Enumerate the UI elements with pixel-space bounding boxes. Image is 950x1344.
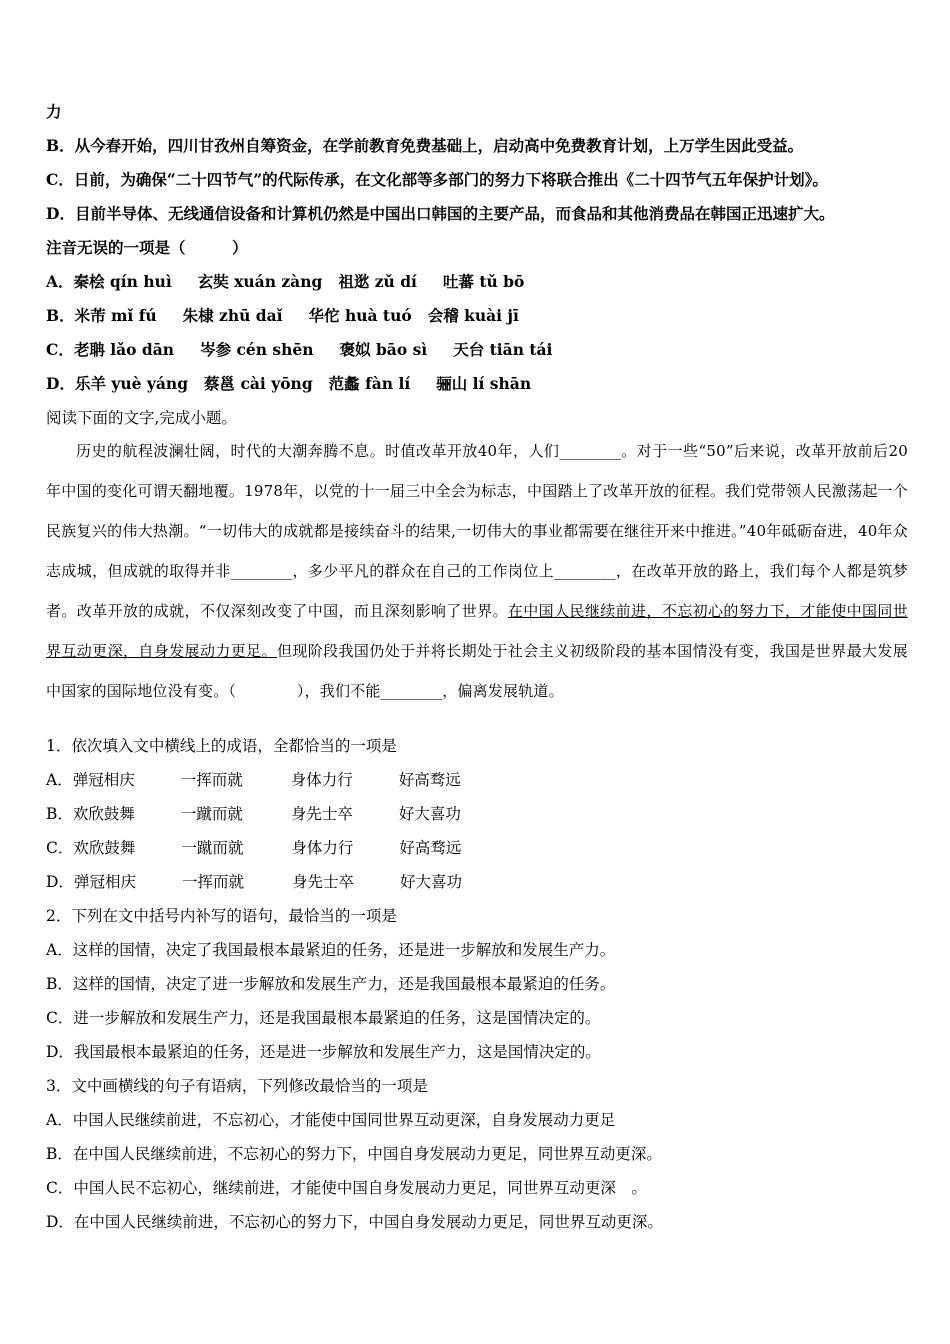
q1-stem: 1．依次填入文中横线上的成语，全都恰当的一项是 bbox=[46, 737, 397, 755]
pinyin-option-a: A．秦桧 qín huì 玄奘 xuán zàng 祖逖 zǔ dí 吐蕃 tǔ bō bbox=[46, 272, 525, 291]
q3-option-b: B．在中国人民继续前进，不忘初心的努力下，中国自身发展动力更足，同世界互动更深。 bbox=[46, 1145, 662, 1163]
underlined-sentence: 在中国人民继续前进，不忘初心的努力下，才能使中国同世界互动更深，自身发展动力更足。 bbox=[46, 602, 908, 660]
prev-option-b: B．从今春开始，四川甘孜州自筹资金，在学前教育免费基础上，启动高中免费教育计划，上万学生因此受益。 bbox=[46, 136, 804, 155]
q1-option-b: B．欢欣鼓舞 一蹴而就 身先士卒 好大喜功 bbox=[46, 805, 461, 823]
q1-option-d: D．弹冠相庆 一挥而就 身先士卒 好大喜功 bbox=[46, 873, 462, 891]
q2-option-d: D．我国最根本最紧迫的任务，还是进一步解放和发展生产力，这是国情决定的。 bbox=[46, 1043, 601, 1061]
q2-option-a: A．这样的国情，决定了我国最根本最紧迫的任务，还是进一步解放和发展生产力。 bbox=[46, 941, 616, 959]
prev-option-d: D．目前半导体、无线通信设备和计算机仍然是中国出口韩国的主要产品，而食品和其他消费品在韩国正迅速扩大。 bbox=[46, 204, 835, 223]
reading-passage: 历史的航程波澜壮阔，时代的大潮奔腾不息。时值改革开放40年，人们________。对于一些“50”后来说，改革开放前后20年中国的变化可谓天翻地覆。1978年，以党的十一届三中全会为标志，中国踏上了改革开放的征程。我们党带领人民激荡起一个民族复兴的伟大热潮。“一切伟大的成就都是接续奋斗的结果,一切伟大的事业都需要在继往开来中推进。”40年砥砺奋进，40年众志成城，但成就的取得并非________，多少平凡的群众在自己的工作岗位上________，在改革开放的路上，我们每个人都是筑梦者。改革开放的成就，不仅深刻改变了中国，而且深刻影响了世界。在中国人民继续前进，不忘初心的努力下，才能使中国同世界互动更深，自身发展动力更足。但现阶段我国仍处于并将长期处于社会主义初级阶段的基本国情没有变，我国是世界最大发展中国家的国际地位没有变。（ ），我们不能________，偏离发展轨道。 bbox=[46, 442, 908, 700]
pinyin-option-b: B．米芾 mǐ fú 朱棣 zhū daǐ 华佗 huà tuó 会稽 kuài jī bbox=[46, 306, 519, 325]
q1-option-c: C．欢欣鼓舞 一蹴而就 身体力行 好高骛远 bbox=[46, 839, 462, 857]
q3-option-a: A．中国人民继续前进，不忘初心，才能使中国同世界互动更深，自身发展动力更足 bbox=[46, 1111, 616, 1129]
q3-option-c: C．中国人民不忘初心，继续前进，才能使中国自身发展动力更足，同世界互动更深 。 bbox=[46, 1179, 647, 1197]
q3-option-d: D．在中国人民继续前进，不忘初心的努力下，中国自身发展动力更足，同世界互动更深。 bbox=[46, 1213, 663, 1231]
q2-option-b: B．这样的国情，决定了进一步解放和发展生产力，还是我国最根本最紧迫的任务。 bbox=[46, 975, 616, 993]
prev-option-c: C．日前，为确保“二十四节气”的代际传承，在文化部等多部门的努力下将联合推出《二十四节气五年保护计划》。 bbox=[46, 170, 828, 189]
reading-intro: 阅读下面的文字,完成小题。 bbox=[46, 409, 237, 427]
q2-option-c: C．进一步解放和发展生产力，还是我国最根本最紧迫的任务，这是国情决定的。 bbox=[46, 1009, 601, 1027]
continuation-text: 力 bbox=[46, 102, 62, 121]
q3-stem: 3．文中画横线的句子有语病，下列修改最恰当的一项是 bbox=[46, 1077, 428, 1095]
pinyin-question-stem: 注音无误的一项是（ ） bbox=[46, 238, 248, 257]
pinyin-option-c: C．老聃 lǎo dān 岑参 cén shēn 褒姒 bāo sì 天台 tiān tái bbox=[46, 340, 553, 359]
pinyin-option-d: D．乐羊 yuè yáng 蔡邕 cài yōng 范蠡 fàn lí 骊山 lí shān bbox=[46, 374, 532, 393]
q2-stem: 2．下列在文中括号内补写的语句，最恰当的一项是 bbox=[46, 907, 397, 925]
q1-option-a: A．弹冠相庆 一挥而就 身体力行 好高骛远 bbox=[46, 771, 461, 789]
